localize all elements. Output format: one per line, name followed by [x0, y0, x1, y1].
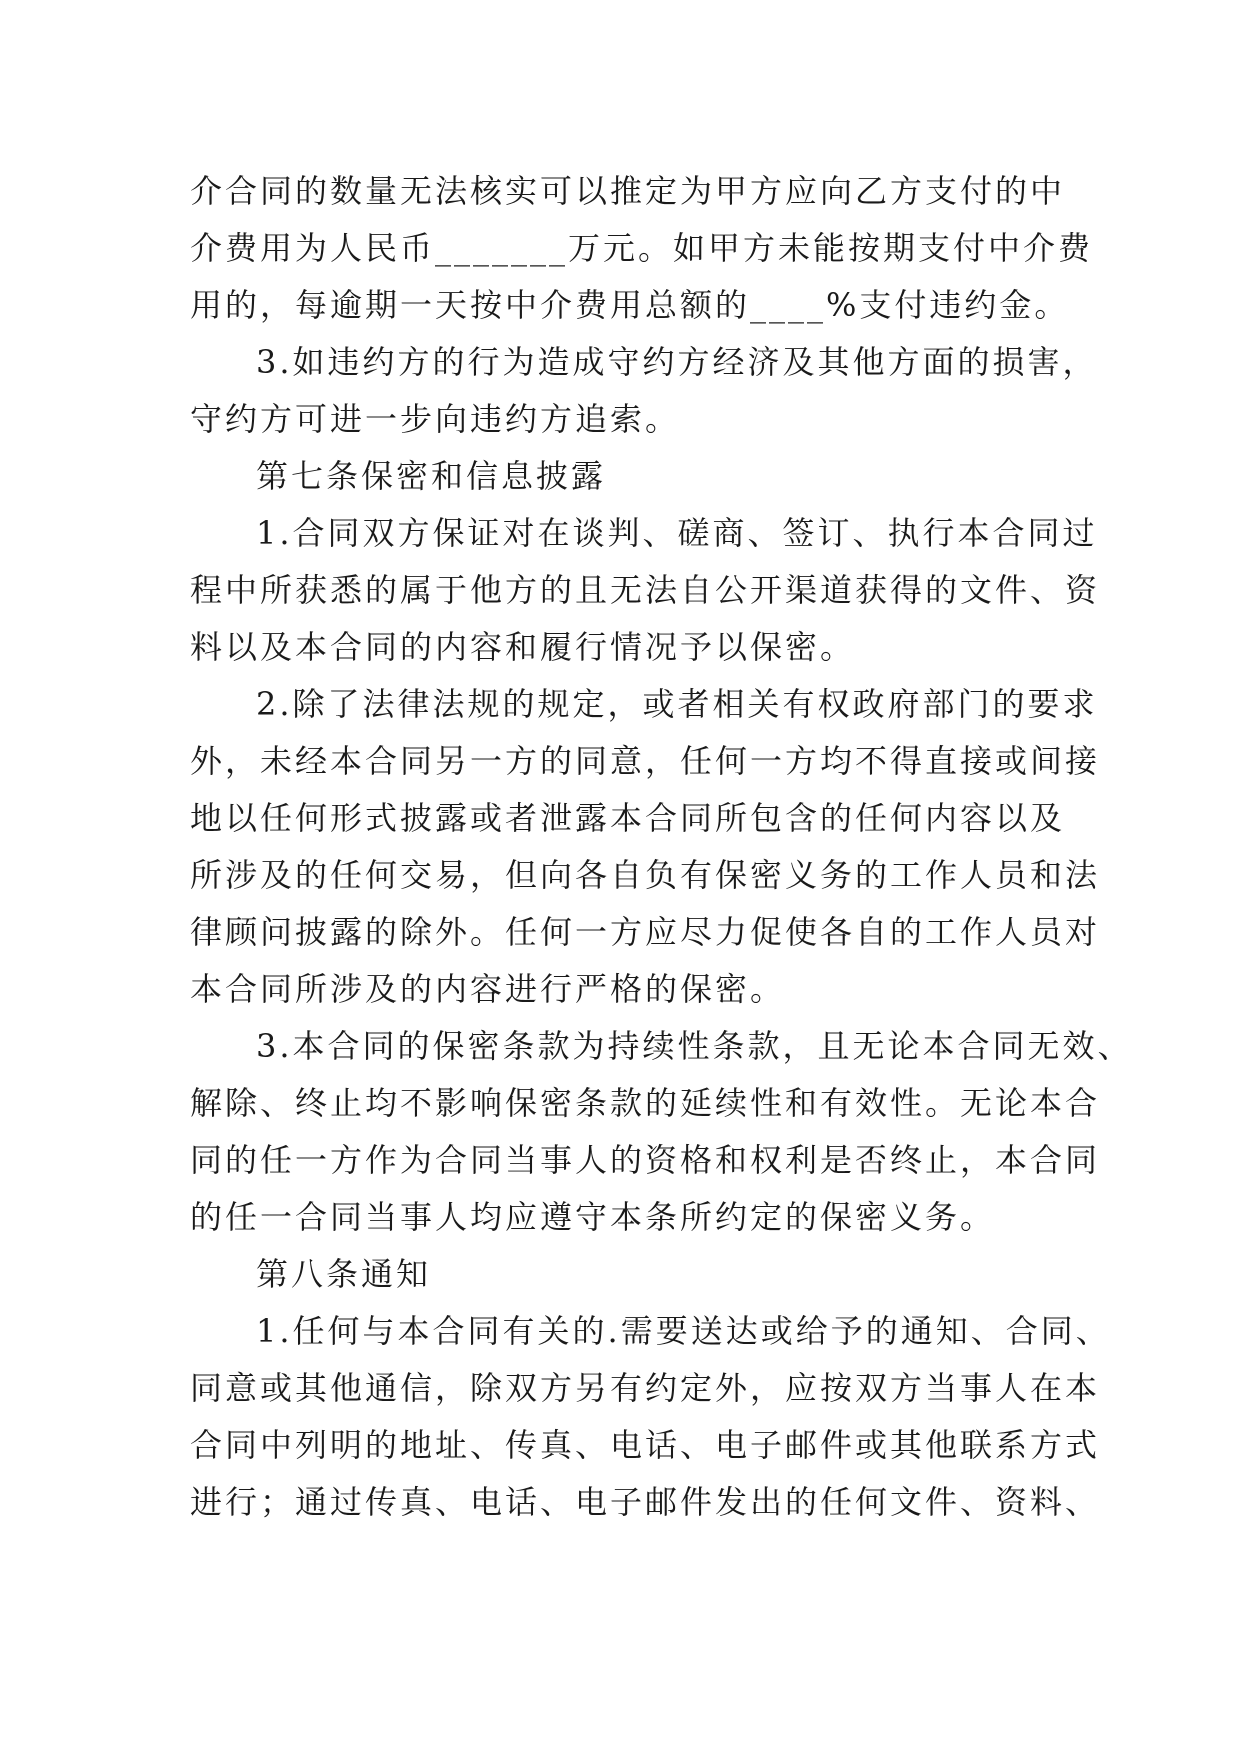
text-line: 的任一合同当事人均应遵守本条所约定的保密义务。: [190, 1198, 996, 1236]
text-line: 用的，每逾期一天按中介费用总额的____%支付违约金。: [190, 286, 1070, 324]
paragraph-start-line: 1.任何与本合同有关的.需要送达或给予的通知、合同、: [256, 1312, 1111, 1350]
text-line: 本合同所涉及的内容进行严格的保密。: [190, 970, 786, 1008]
text-line: 介费用为人民币_______万元。如甲方未能按期支付中介费: [190, 229, 1094, 267]
paragraph-start-line: 3.本合同的保密条款为持续性条款，且无论本合同无效、: [256, 1027, 1133, 1065]
text-line: 同的任一方作为合同当事人的资格和权利是否终止，本合同: [190, 1141, 1101, 1179]
text-line: 所涉及的任何交易，但向各自负有保密义务的工作人员和法: [190, 856, 1101, 894]
section-heading: 第七条保密和信息披露: [256, 457, 607, 495]
text-line: 程中所获悉的属于他方的且无法自公开渠道获得的文件、资: [190, 571, 1101, 609]
text-line: 介合同的数量无法核实可以推定为甲方应向乙方支付的中: [190, 172, 1066, 210]
document-body: [190, 163, 1133, 1531]
text-line: 料以及本合同的内容和履行情况予以保密。: [190, 628, 856, 666]
paragraph-start-line: 2.除了法律法规的规定，或者相关有权政府部门的要求: [256, 685, 1098, 723]
text-line: 守约方可进一步向违约方追索。: [190, 400, 681, 438]
text-line: 地以任何形式披露或者泄露本合同所包含的任何内容以及: [190, 799, 1066, 837]
text-line: 外，未经本合同另一方的同意，任何一方均不得直接或间接: [190, 742, 1101, 780]
section-heading: 第八条通知: [256, 1255, 432, 1293]
text-line: 解除、终止均不影响保密条款的延续性和有效性。无论本合: [190, 1084, 1101, 1122]
text-line: 进行；通过传真、电话、电子邮件发出的任何文件、资料、: [190, 1483, 1101, 1521]
paragraph-start-line: 1.合同双方保证对在谈判、磋商、签订、执行本合同过: [256, 514, 1098, 552]
paragraph-start-line: 3.如违约方的行为造成守约方经济及其他方面的损害，: [256, 343, 1098, 381]
text-line: 合同中列明的地址、传真、电话、电子邮件或其他联系方式: [190, 1426, 1101, 1464]
text-line: 同意或其他通信，除双方另有约定外，应按双方当事人在本: [190, 1369, 1101, 1407]
text-line: 律顾问披露的除外。任何一方应尽力促使各自的工作人员对: [190, 913, 1101, 951]
